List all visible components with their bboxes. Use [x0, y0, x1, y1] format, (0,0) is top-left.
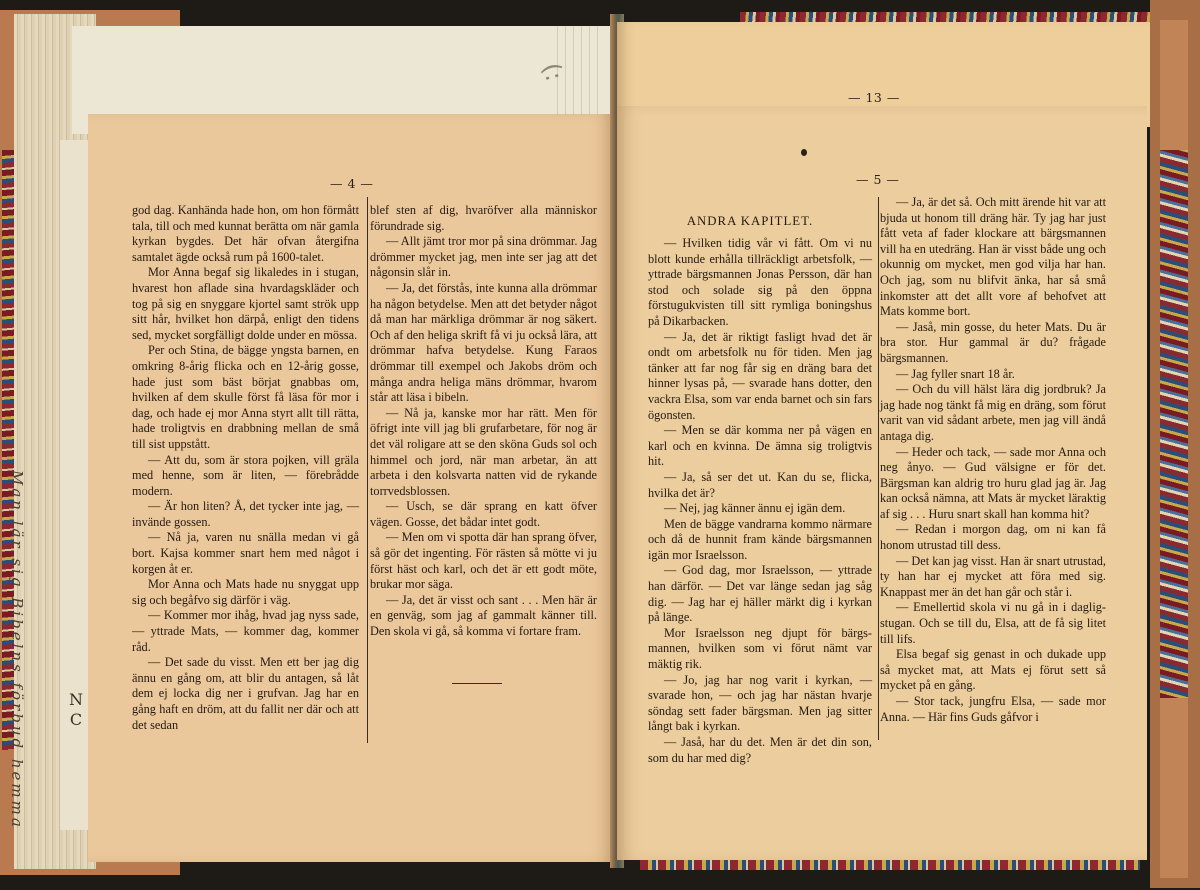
paragraph: Mor Anna begaf sig likaledes in i stugan, hvarest hon aflade sina hvardagskläder och tog på sig en snyggare kjortel samt strök upp sitt hår, hvilket hon därpå, enligt den tidens sed, mycket sorgfälligt dolde under en mössa.	[132, 265, 359, 342]
chapter-end-rule	[452, 683, 502, 684]
paragraph: — Jag fyller snart 18 år.	[896, 366, 1015, 381]
paragraph: Per och Stina, de bägge yngsta barnen, en omkring 8-årig flicka och en 12-årig gosse, hade just som bäst börjat gnabbas om, hvilken af dem skulle först få läsa för mor i dag, och hade ej mor Anna styrt allt till rätta, hade troligtvis en drabbning mellan de små till sist uppstått.	[132, 343, 359, 451]
right-page-column-2	[880, 195, 1106, 725]
paragraph: — Ja, det förstås, inte kunna alla drömmar ha någon betydelse. Men att det betyder något då man har märkliga drömmar är nog säkert. Och af den heliga skrift få vi ju också lära, att drömmar hafva betydelse. Kung Faraos drömmar till exempel och Jakobs dröm och många andra heliga mäns drömmar, hvarom står att läsa i bibeln.	[370, 280, 597, 405]
pencil-scribble: (:	[536, 59, 569, 85]
paragraph: Mor Anna och Mats hade nu snyggat upp sig och begåfvo sig därför i väg.	[132, 577, 359, 607]
paragraph: — Jaså, har du det. Men är det din son, som du har med dig?	[648, 735, 872, 765]
left-page-column-2	[370, 203, 597, 640]
paragraph: — Allt jämt tror mor på sina drömmar. Jag drömmer mycket jag, men inte ser jag att det någonsin slår in.	[370, 234, 597, 280]
paragraph: — God dag, mor Israelsson, — yttrade han därför. — Det var länge sedan jag såg dig. — Jag har ej häller märkt dig i kyrkan på länge.	[648, 563, 872, 625]
paragraph: — Nå ja, kanske mor har rätt. Men för öfrigt inte vill jag bli grufarbetare, för nog är det väl roligare att se den sköna Guds sol och himmel och jord, när man arbetar, än att arbeta i den kolsvarta natten vid de rykande torrvedsblossen.	[370, 405, 597, 498]
paragraph: — Jaså, min gosse, du heter Mats. Du är bra stor. Hur gammal är du? frågade bärgsmannen.	[880, 319, 1106, 365]
ink-spot	[801, 149, 807, 156]
paragraph: — Heder och tack, — sade mor Anna och neg ånyo. — Gud välsigne er för det. Bärgsman kan aldrig tro huru glad jag är. Jag kan också nämna, att Mats är mycket läraktig af sig . . . Huru snart skall han komma hit?	[880, 444, 1106, 521]
paragraph: — Och du vill hälst lära dig jordbruk? Ja jag hade nog tänkt få mig en dräng, som förut varit van vid sådant arbete, men jag vill ändå antaga dig.	[880, 382, 1106, 443]
paragraph: — Ja, är det så. Och mitt ärende hit var att bjuda ut honom till dräng här. Ty jag har just fått veta af fader klockare att bärgsmannen vill ha en utedräng. Han är visst både ung och okunnig om mycket, men god vilja har han. Och jag, som nu blifvit änka, har så små inkomster att det allt vore af behofvet att Mats komme bort.	[880, 195, 1106, 319]
paragraph: god dag. Kanhända hade hon, om hon förmått tala, till och med kunnat berätta om när gamla kyrkan bygdes. Det här ofvan återgifna samtalet ägde också rum på 1600-talet.	[132, 203, 359, 264]
paragraph: — Nej, jag känner ännu ej igän dem.	[664, 501, 846, 516]
paragraph: — Stor tack, jungfru Elsa, — sade mor Anna. — Här fins Guds gåfvor i	[880, 694, 1106, 724]
column-divider	[367, 197, 368, 743]
margin-glyphs: N C	[69, 690, 83, 729]
margin-handwriting: Man lär sig Bibelns förbud hemma	[8, 470, 26, 830]
right-back-page-number: — 13 —	[848, 90, 900, 105]
marbled-edge-bottom	[640, 860, 1140, 870]
paragraph: — Det kan jag visst. Han är snart utrustad, ty han har ej mycket att föra med sig. Knappast mer än det han går och står i.	[880, 553, 1106, 599]
paragraph: — Ja, så ser det ut. Kan du se, flicka, hvilka det är?	[648, 469, 872, 500]
marbled-edge-right	[1160, 150, 1188, 698]
paragraph: — Men om vi spotta där han sprang öfver, så gör det ingenting. För rästen så mötte vi ju först häst och karl, och det är ett godt möte, brukar mor säga.	[370, 530, 597, 592]
paragraph: — Usch, se där sprang en katt öfver vägen. Gosse, det bådar intet godt.	[370, 499, 597, 529]
chapter-heading: ANDRA KAPITLET.	[686, 214, 814, 228]
right-page-column-1	[648, 236, 872, 766]
paragraph: Mor Israelsson neg djupt för bärgsmannen, hvilken som vi förut nämt var mäktig rik.	[648, 625, 872, 672]
left-page-number: — 4 —	[330, 176, 374, 191]
paragraph: — Redan i morgon dag, om ni kan få honom utrustad till dess.	[880, 522, 1106, 553]
paragraph: — Ja, det är riktigt fasligt hvad det är ondt om arbetsfolk nu för tiden. Men jag tänker att far nog får sig en dräng bara det hinner lysas på, — svarade hans dotter, den vackra Elsa, som var enda barnet och sin fars ögonsten.	[648, 329, 872, 422]
paragraph: — Emellertid skola vi nu gå in i dagligstugan. Och se till du, Elsa, att de få sig litet till lifs.	[880, 600, 1106, 646]
paragraph: Elsa begaf sig genast in och dukade upp så mycket mat, att Mats ej förut sett så mycket på en gång.	[880, 647, 1106, 693]
paragraph: — Är hon liten? Å, det tycker inte jag, — invände gossen.	[132, 499, 359, 529]
paragraph: — Att du, som är stora pojken, vill gräla med henne, som är liten, — förebrådde modern.	[132, 452, 359, 498]
paragraph: — Ja, det är visst och sant . . . Men här är en genväg, som jag af gammalt känner till. Den skola vi gå, så komma vi fortare fram.	[370, 592, 597, 639]
paragraph: — Jo, jag har nog varit i kyrkan, — svarade hon, — och jag har nästan hvarje söndag sett fader bärgsman. Men jag sitter långt bak i kyrkan.	[648, 672, 872, 734]
right-page-number: — 5 —	[856, 172, 900, 187]
column-divider-right	[878, 197, 879, 740]
paragraph: Men de bägge vandrarna kommo närmare och då de hunnit fram kände bärgsmannen igän mor Israelsson.	[648, 516, 872, 562]
paragraph: — Nå ja, varen nu snälla medan vi gå bort. Kajsa kommer snart hem med något i korgen åt er.	[132, 530, 359, 576]
paragraph: — Det sade du visst. Men ett ber jag dig ännu en gång om, att blir du antagen, så låt dem ej locka dig ner i grufvan. Jag har en gång haft en dröm, att du fallit ner där och att det sedan	[132, 655, 359, 732]
paragraph: — Kommer mor ihåg, hvad jag nyss sade, — yttrade Mats, — kommer dag, kommer råd.	[132, 608, 359, 654]
paragraph: — Men se där komma ner på vägen en karl och en kvinna. De ämna sig troligtvis hit.	[648, 423, 872, 469]
paragraph: — Hvilken tidig vår vi fått. Om vi nu blott kunde erhålla tillräckligt arbetsfolk, — yttrade bärgsmannen Jonas Persson, där han stod och solade sig på den öppna förstugukvisten till sitt rymliga boningshus på Dikarbacken.	[648, 236, 872, 328]
left-page-column-1	[132, 203, 359, 733]
paragraph: blef sten af dig, hvaröfver alla människor förundrade sig.	[370, 203, 597, 233]
